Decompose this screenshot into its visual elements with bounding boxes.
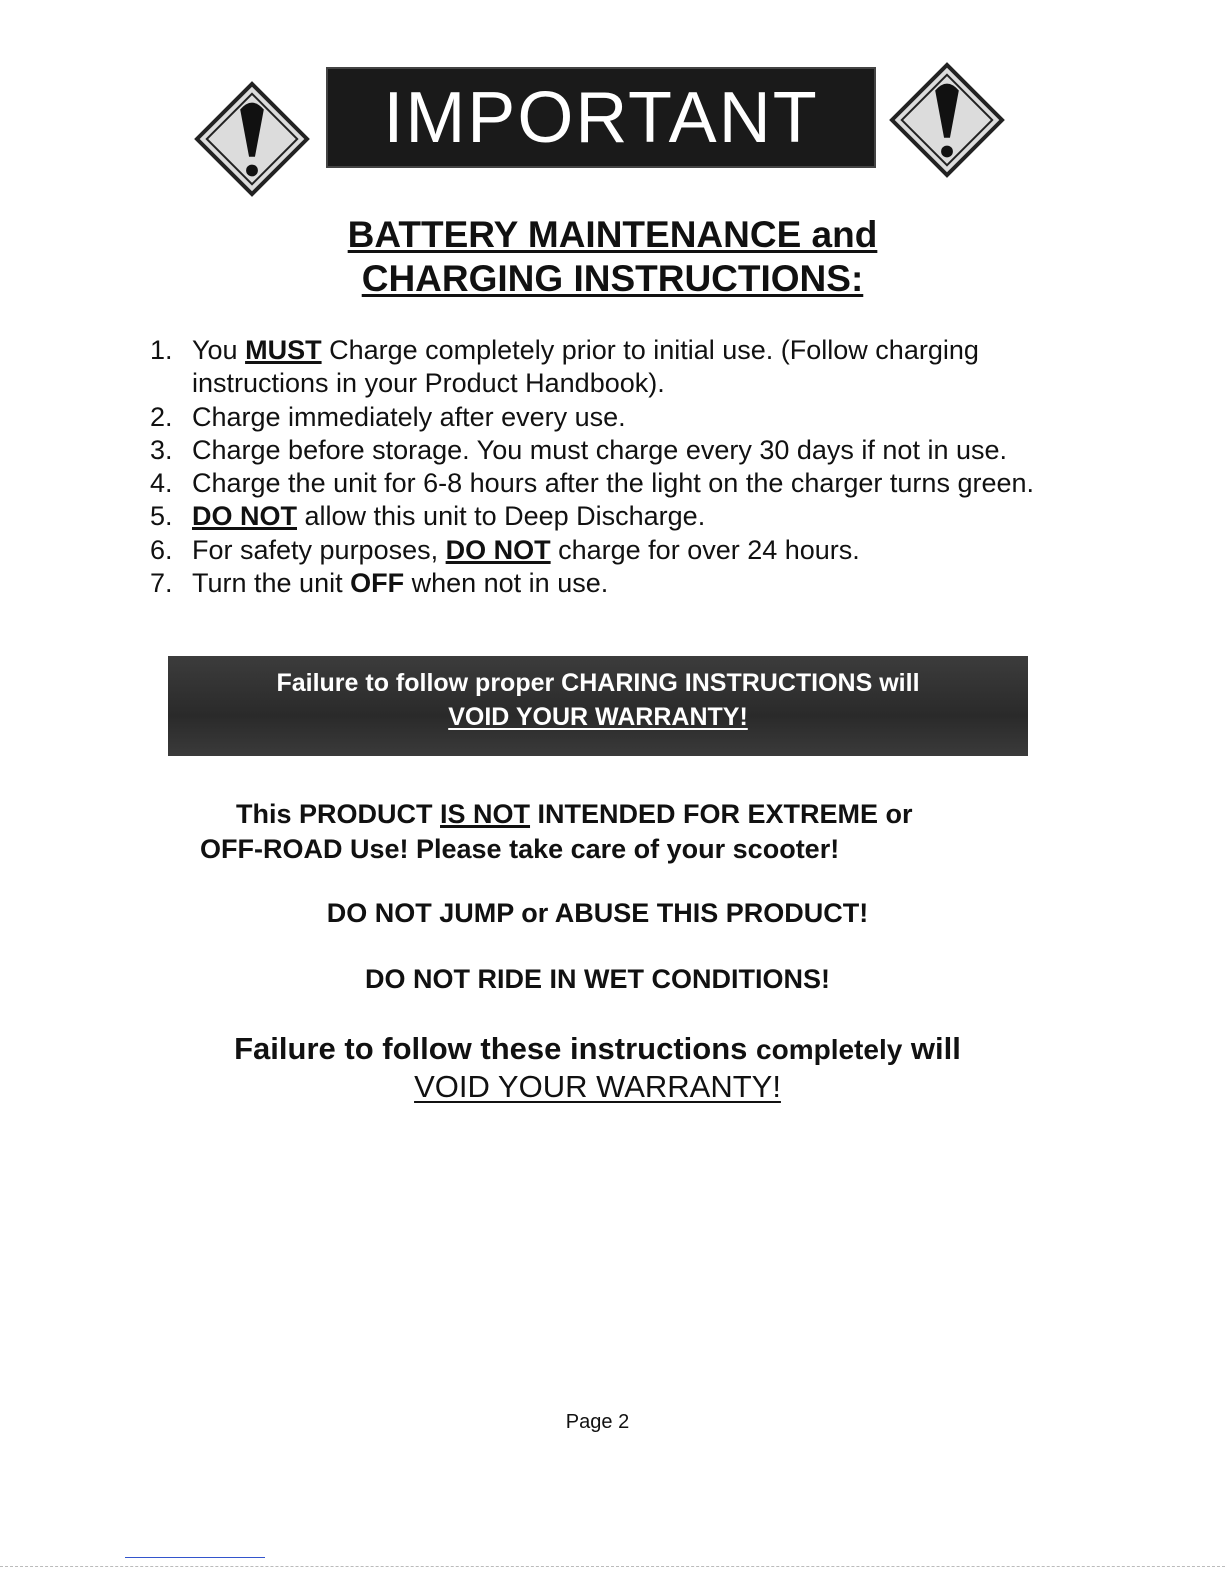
- item-number: 3.: [150, 434, 173, 465]
- emphasis-text: DO NOT: [445, 534, 551, 565]
- instruction-list: [150, 334, 1110, 600]
- notice-text: completely: [756, 1034, 903, 1065]
- list-item: [150, 567, 1110, 600]
- item-text: Turn the unit: [192, 568, 351, 599]
- footer-divider: [0, 1566, 1225, 1567]
- list-item: [150, 334, 1110, 401]
- item-text: For safety purposes,: [192, 534, 446, 565]
- important-banner: [326, 67, 876, 168]
- no-wet-notice: DO NOT RIDE IN WET CONDITIONS!: [365, 964, 830, 994]
- banner-line-1: Failure to follow proper CHARING INSTRUCTIONS will: [276, 669, 920, 697]
- emphasis-text: DO NOT: [192, 501, 297, 532]
- item-text: Charge the unit for 6-8 hours after the light on the charger turns green.: [192, 468, 1034, 499]
- notice-text: Failure to follow these instructions: [234, 1031, 757, 1066]
- emphasis-text: IS NOT: [440, 799, 531, 829]
- warning-diamond-icon: [193, 80, 311, 198]
- section-title-line-1: BATTERY MAINTENANCE and: [347, 214, 878, 255]
- emphasis-text: MUST: [245, 335, 322, 365]
- item-number: 2.: [150, 401, 173, 432]
- item-number: 4.: [150, 468, 173, 499]
- item-number: 5.: [150, 501, 173, 532]
- emphasis-text: OFF: [350, 568, 405, 599]
- void-warranty-notice: VOID YOUR WARRANTY!: [414, 1069, 781, 1104]
- item-text: charge for over 24 hours.: [550, 534, 860, 565]
- warning-diamond-icon: [888, 61, 1006, 179]
- item-text: You: [192, 335, 246, 365]
- page-number: Page 2: [565, 1411, 630, 1433]
- offroad-notice: OFF-ROAD Use! Please take care of your scooter!: [200, 834, 840, 864]
- item-text: Charge immediately after every use.: [192, 401, 626, 432]
- notice-text: INTENDED FOR EXTREME or: [530, 799, 913, 829]
- list-item: [150, 534, 1110, 567]
- item-number: 6.: [150, 534, 173, 565]
- important-label: IMPORTANT: [383, 77, 819, 158]
- no-jump-notice: DO NOT JUMP or ABUSE THIS PRODUCT!: [326, 898, 869, 928]
- list-item: [150, 434, 1110, 467]
- failure-notice: [0, 1030, 1195, 1069]
- item-number: 7.: [150, 568, 173, 599]
- notice-text: will: [902, 1031, 961, 1066]
- extreme-use-notice: [236, 797, 913, 832]
- warranty-warning-banner: [168, 656, 1028, 756]
- list-item: [150, 401, 1110, 434]
- item-number: 1.: [150, 335, 173, 365]
- list-item: [150, 467, 1110, 500]
- item-text: Charge before storage. You must charge every 30 days if not in use.: [192, 434, 1007, 465]
- item-text: when not in use.: [404, 568, 609, 599]
- notice-text: This PRODUCT: [236, 799, 441, 829]
- list-item: [150, 500, 1110, 533]
- footer-link-line: [125, 1557, 265, 1558]
- item-text: allow this unit to Deep Discharge.: [297, 501, 706, 532]
- banner-line-2: VOID YOUR WARRANTY!: [448, 703, 748, 731]
- section-title-line-2: CHARGING INSTRUCTIONS:: [361, 258, 864, 299]
- item-text: Charge completely prior to initial use. (Follow charging instructions in your Product Handbook).: [192, 335, 979, 399]
